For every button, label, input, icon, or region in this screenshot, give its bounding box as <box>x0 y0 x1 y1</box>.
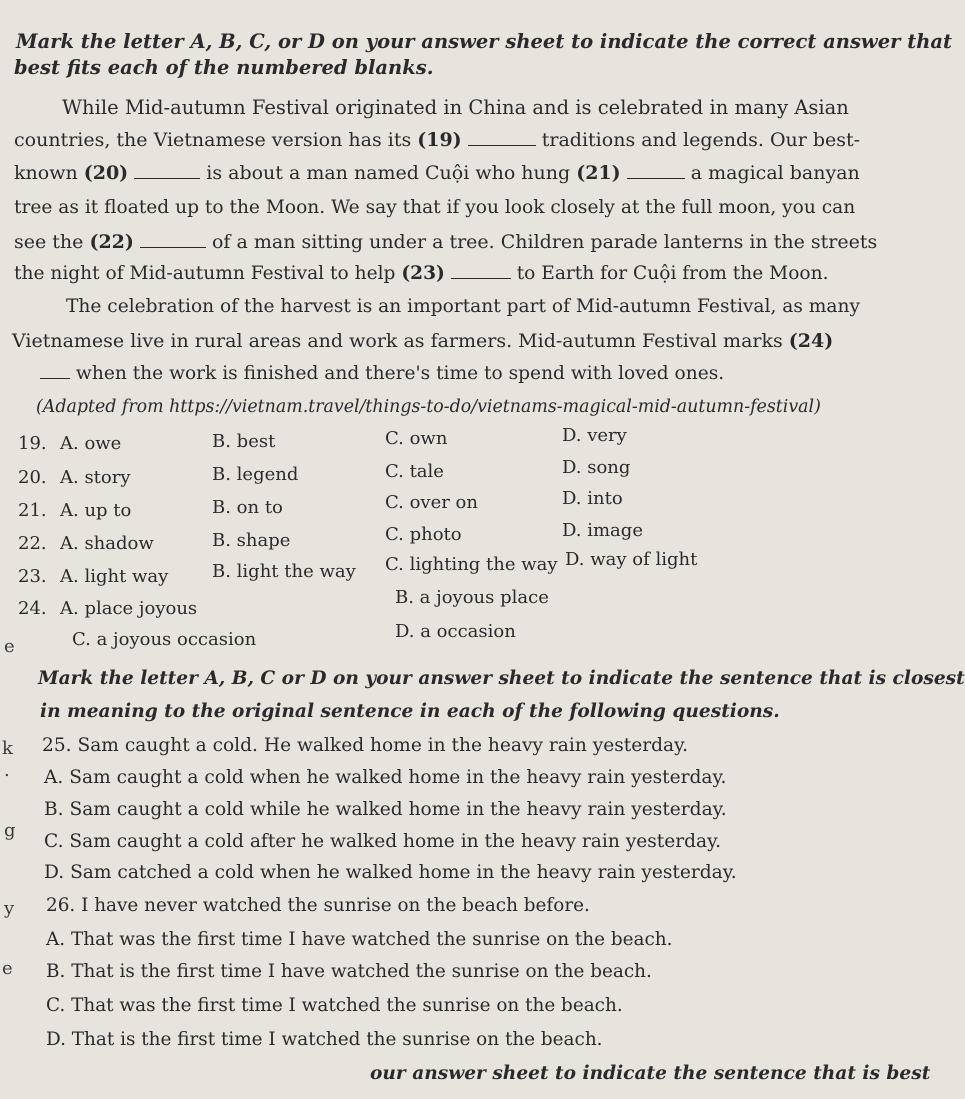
passage-text: countries, the Vietnamese version has its <box>14 129 412 151</box>
option-a[interactable]: A. owe <box>60 433 122 454</box>
blank-19 <box>468 131 536 146</box>
passage-text: to Earth for Cuội from the Moon. <box>516 263 829 284</box>
option-a[interactable]: A. place joyous <box>60 598 198 619</box>
question-number: 19. <box>18 433 47 454</box>
passage-line-8 <box>12 329 833 353</box>
margin-mark: g <box>4 820 16 841</box>
option-c[interactable]: C. over on <box>385 492 478 513</box>
option-b[interactable]: B. a joyous place <box>395 587 549 608</box>
passage-line-4: tree as it floated up to the Moon. We say that if you look closely at the full moon, you can <box>14 197 856 218</box>
passage-text: when the work is finished and there's time to spend with loved ones. <box>75 363 725 384</box>
blank-20 <box>134 164 200 179</box>
question-number: 21. <box>18 500 47 521</box>
option-a[interactable]: A. up to <box>60 500 132 521</box>
option-c[interactable]: C. lighting the way <box>385 554 558 575</box>
passage-line-3 <box>14 161 860 185</box>
question-26-option-c[interactable]: C. That was the first time I watched the sunrise on the beach. <box>46 995 623 1016</box>
option-c[interactable]: C. tale <box>385 461 444 482</box>
passage-line-2 <box>14 128 860 152</box>
option-b[interactable]: B. shape <box>212 530 291 551</box>
blank-number-20: (20) <box>83 162 129 184</box>
passage-text: traditions and legends. Our best- <box>541 129 861 151</box>
margin-mark: e <box>4 636 15 657</box>
option-d[interactable]: D. way of light <box>565 549 698 570</box>
question-26-option-a[interactable]: A. That was the first time I have watched the sunrise on the beach. <box>46 929 673 950</box>
option-c[interactable]: C. own <box>385 428 448 449</box>
passage-text: a magical banyan <box>690 162 860 184</box>
question-25-option-b[interactable]: B. Sam caught a cold while he walked home in the heavy rain yesterday. <box>44 799 727 820</box>
passage-line-1: While Mid-autumn Festival originated in China and is celebrated in many Asian <box>62 96 849 119</box>
passage-text: the night of Mid-autumn Festival to help <box>14 263 396 284</box>
passage-text: known <box>14 162 78 184</box>
option-a[interactable]: A. story <box>60 467 131 488</box>
section2-instruction-line1: Mark the letter A, B, C or D on your answer sheet to indicate the sentence that is closest <box>38 668 965 689</box>
section1-instruction-line2: best fits each of the numbered blanks. <box>14 56 434 79</box>
question-number: 20. <box>18 467 47 488</box>
margin-mark: y <box>4 898 15 919</box>
margin-mark: k <box>2 738 13 759</box>
question-25-option-c[interactable]: C. Sam caught a cold after he walked home in the heavy rain yesterday. <box>44 831 722 852</box>
question-number: 24. <box>18 598 47 619</box>
question-25-option-d[interactable]: D. Sam catched a cold when he walked home in the heavy rain yesterday. <box>44 862 737 883</box>
option-a[interactable]: A. shadow <box>60 533 154 554</box>
option-a[interactable]: A. light way <box>60 566 169 587</box>
option-c[interactable]: C. a joyous occasion <box>72 629 257 650</box>
margin-mark: . <box>4 760 10 781</box>
question-26-option-b[interactable]: B. That is the first time I have watched the sunrise on the beach. <box>46 961 652 982</box>
blank-number-22: (22) <box>89 231 134 253</box>
blank-number-19: (19) <box>417 129 462 151</box>
option-d[interactable]: D. image <box>562 520 643 541</box>
passage-line-5 <box>14 230 877 254</box>
question-26-stem: 26. I have never watched the sunrise on the beach before. <box>46 895 590 916</box>
question-number: 23. <box>18 566 47 587</box>
blank-24 <box>40 364 70 379</box>
blank-21 <box>627 164 685 179</box>
option-b[interactable]: B. legend <box>212 464 299 485</box>
passage-text: see the <box>14 231 84 253</box>
section2-instruction-line2: in meaning to the original sentence in each of the following questions. <box>40 701 780 722</box>
option-d[interactable]: D. into <box>562 488 623 509</box>
passage-line-6 <box>14 262 828 286</box>
passage-text: of a man sitting under a tree. Children parade lanterns in the streets <box>211 231 878 253</box>
question-25-stem: 25. Sam caught a cold. He walked home in the heavy rain yesterday. <box>42 735 689 756</box>
margin-mark: e <box>2 958 13 979</box>
passage-line-9 <box>40 362 724 386</box>
option-d[interactable]: D. a occasion <box>395 621 516 642</box>
option-b[interactable]: B. on to <box>212 497 283 518</box>
blank-number-23: (23) <box>401 263 445 284</box>
passage-text: is about a man named Cuội who hung <box>206 162 571 184</box>
question-26-option-d[interactable]: D. That is the first time I watched the sunrise on the beach. <box>46 1029 603 1050</box>
passage-text: Vietnamese live in rural areas and work as farmers. Mid-autumn Festival marks <box>12 330 783 352</box>
question-25-option-a[interactable]: A. Sam caught a cold when he walked home in the heavy rain yesterday. <box>44 767 727 788</box>
option-d[interactable]: D. very <box>562 425 627 446</box>
option-d[interactable]: D. song <box>562 457 631 478</box>
blank-23 <box>451 264 511 279</box>
option-b[interactable]: B. light the way <box>212 561 356 582</box>
blank-number-24: (24) <box>788 330 834 352</box>
question-number: 22. <box>18 533 47 554</box>
blank-22 <box>140 233 206 248</box>
passage-source: (Adapted from https://vietnam.travel/things-to-do/vietnams-magical-mid-autumn-festival) <box>36 397 821 417</box>
section1-instruction-line1: Mark the letter A, B, C, or D on your answer sheet to indicate the correct answer that <box>16 30 953 53</box>
option-b[interactable]: B. best <box>212 431 276 452</box>
blank-number-21: (21) <box>576 162 621 184</box>
option-c[interactable]: C. photo <box>385 524 462 545</box>
section3-instruction-partial: our answer sheet to indicate the sentence that is best <box>370 1063 931 1084</box>
passage-line-7: The celebration of the harvest is an important part of Mid-autumn Festival, as many <box>66 296 860 317</box>
